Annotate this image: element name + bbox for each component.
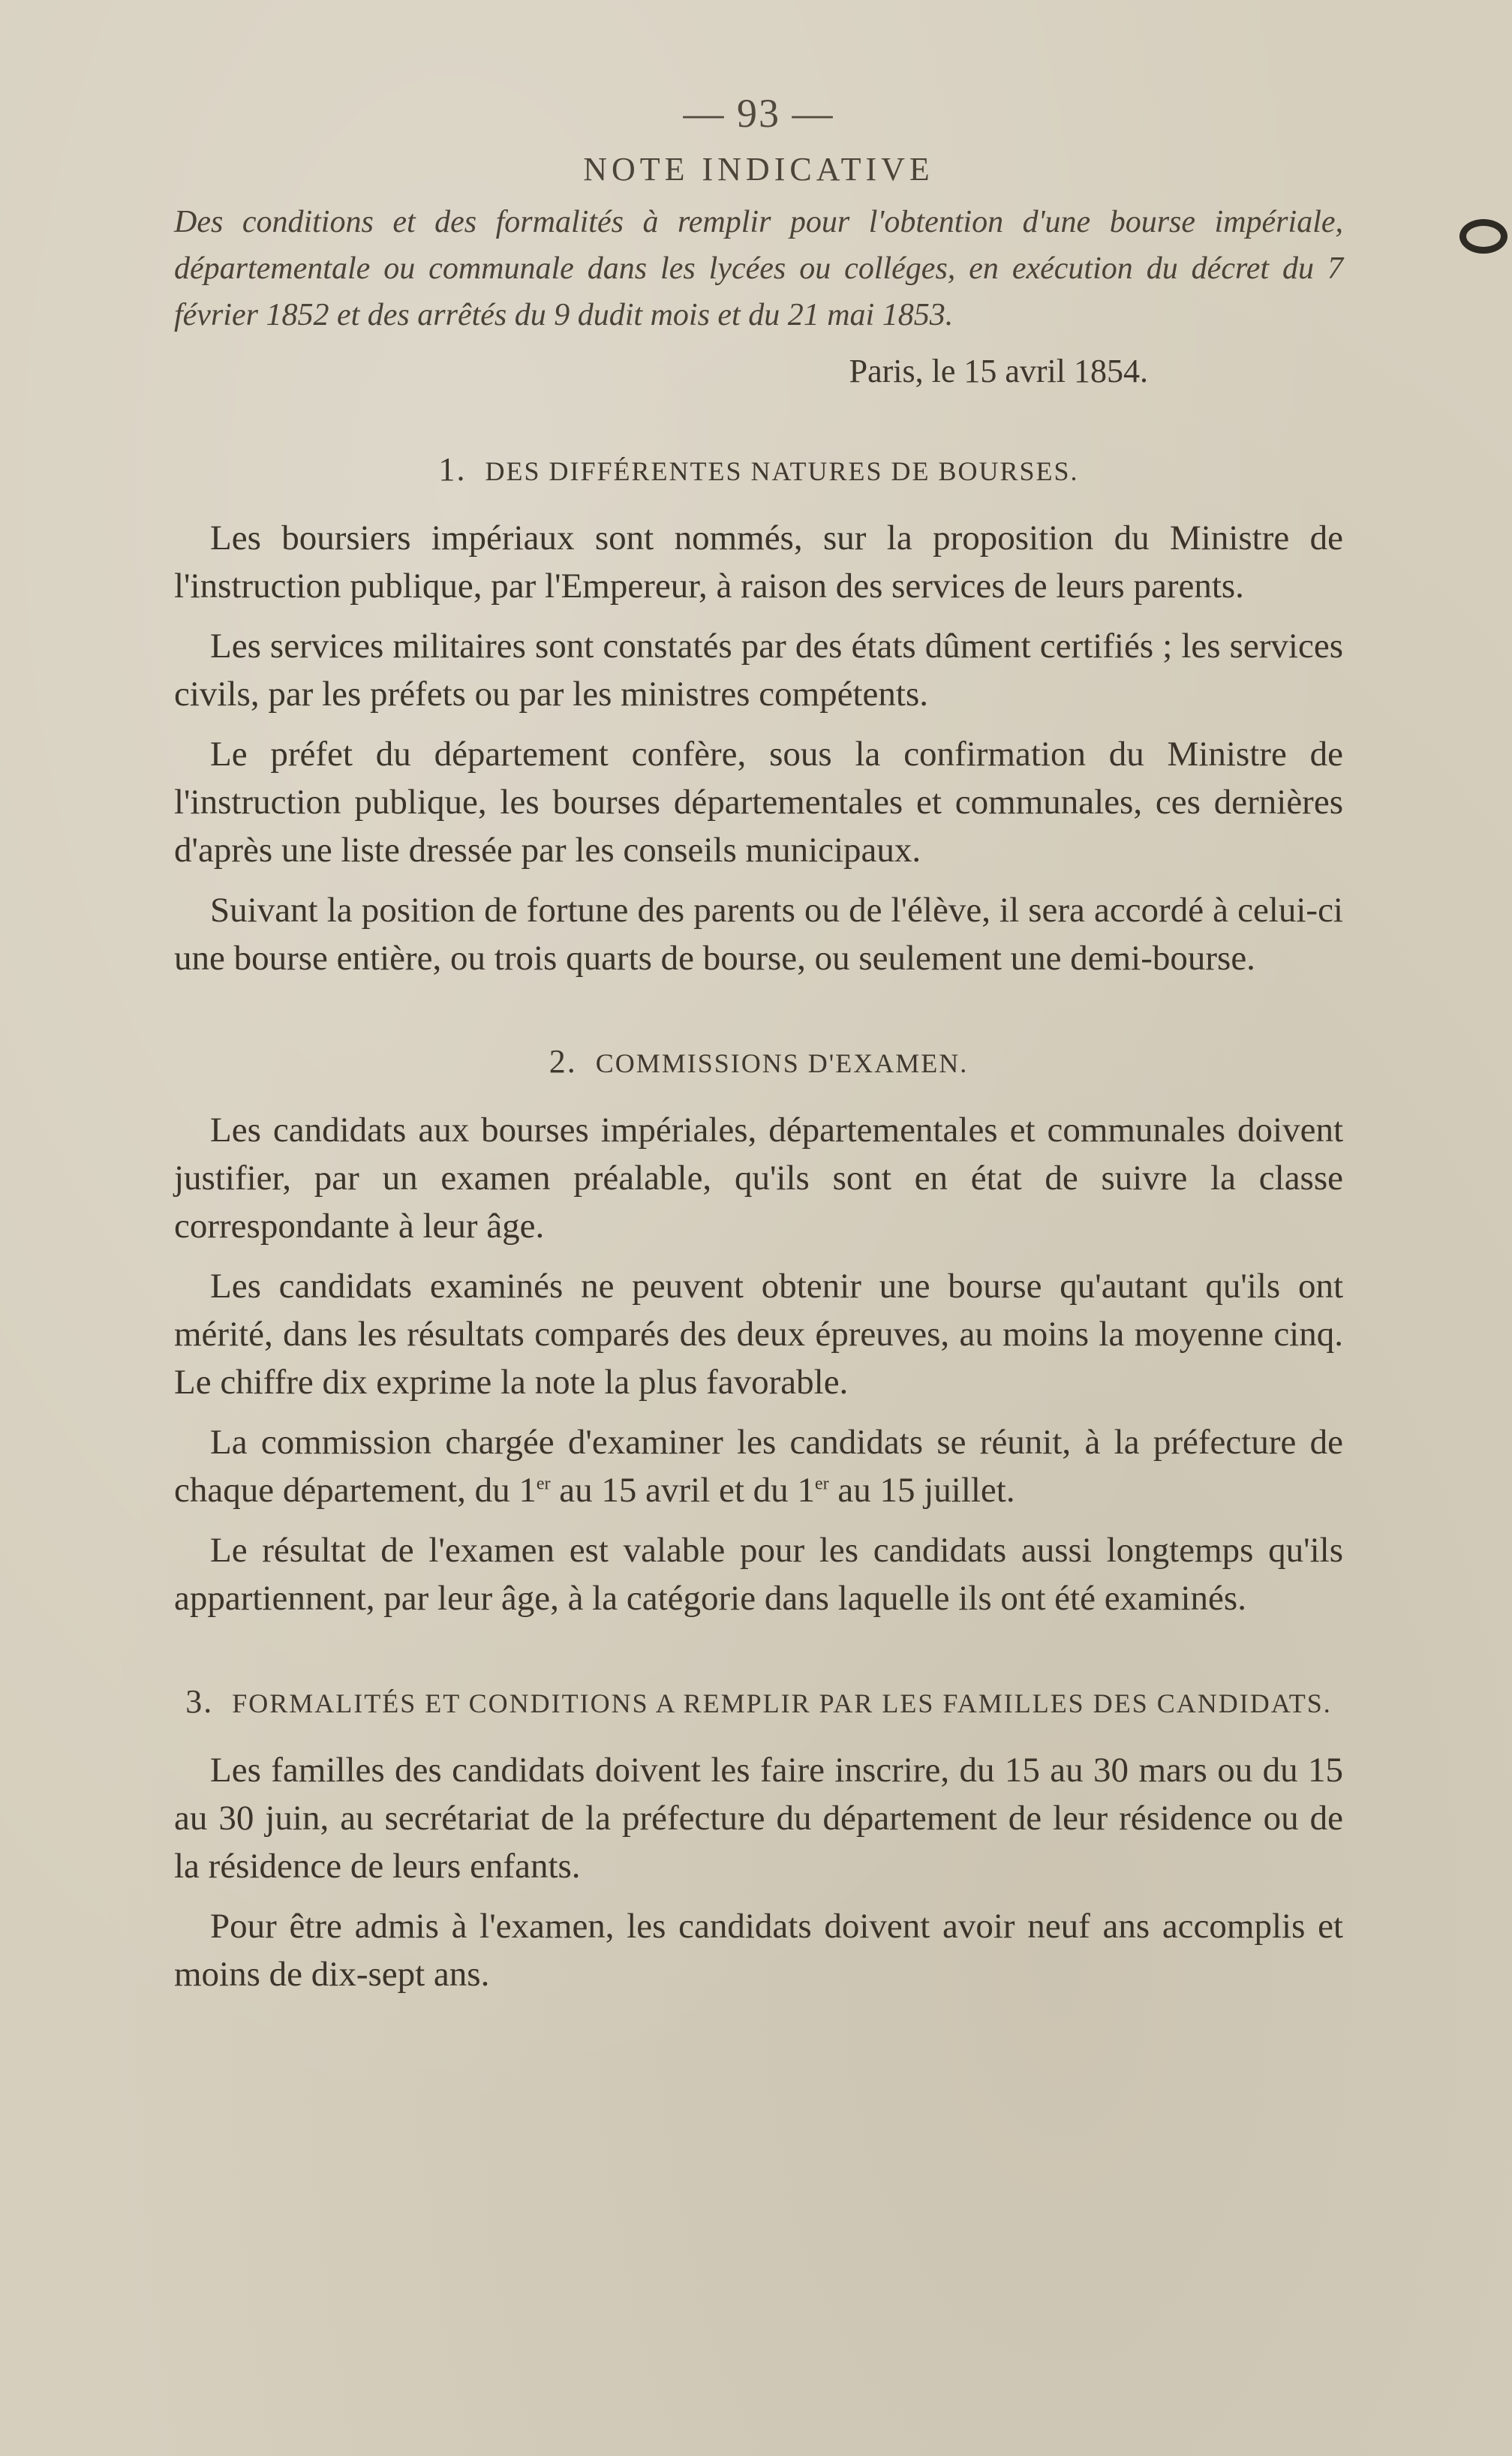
paragraph: Le résultat de l'examen est valable pour les candidats aussi longtemps qu'ils appartiennent, par leur âge, à la catégorie dans laquelle ils ont été examinés. <box>174 1531 1343 1618</box>
paragraph: Les familles des candidats doivent les faire inscrire, du 15 au 30 mars ou du 15 au 30 juin, au secrétariat de la préfecture du département de leur résidence ou de la résidence de leurs enfants. <box>174 1751 1343 1886</box>
paragraph: Pour être admis à l'examen, les candidats doivent avoir neuf ans accomplis et moins de dix-sept ans. <box>174 1907 1343 1994</box>
paragraph: Le préfet du département confère, sous la confirmation du Ministre de l'instruction publique, les bourses départementales et communales, ces dernières d'après une liste dressée par les conseils municipaux. <box>174 735 1343 870</box>
section-heading-1 <box>174 450 1343 488</box>
paragraph: Les services militaires sont constatés par des états dûment certifiés ; les services civils, par les préfets ou par les ministres compétents. <box>174 627 1343 714</box>
paragraph: Suivant la position de fortune des parents ou de l'élève, il sera accordé à celui-ci une bourse entière, ou trois quarts de bourse, ou seulement une demi-bourse. <box>174 891 1343 978</box>
section-heading-2 <box>174 1042 1343 1081</box>
section-number: 3. <box>185 1683 214 1720</box>
paragraph: Les boursiers impériaux sont nommés, sur la proposition du Ministre de l'instruction publique, par l'Empereur, à raison des services de leurs parents. <box>174 519 1343 606</box>
page-subtitle: Des conditions et des formalités à remplir pour l'obtention d'une bourse impériale, départementale ou communale dans les lycées ou colléges, en exécution du décret du 7 février 1852 et des arrêtés du 9 dudit mois et du 21 mai 1853. <box>174 205 1343 332</box>
section-number: 1. <box>438 451 467 488</box>
section-title: COMMISSIONS D'EXAMEN. <box>595 1048 969 1078</box>
page-number: — 93 — <box>683 91 834 136</box>
paragraph: Les candidats examinés ne peuvent obtenir une bourse qu'autant qu'ils ont mérité, dans les résultats comparés des deux épreuves, au moins la moyenne cinq. Le chiffre dix exprime la note la plus favorable. <box>174 1267 1343 1402</box>
section-heading-3 <box>174 1682 1343 1721</box>
page-title: NOTE INDICATIVE <box>583 151 934 188</box>
section-title: DES DIFFÉRENTES NATURES DE BOURSES. <box>485 456 1079 486</box>
paragraph: Les candidats aux bourses impériales, départementales et communales doivent justifier, par un examen préalable, qu'ils sont en état de suivre la classe correspondante à leur âge. <box>174 1111 1343 1246</box>
ink-stain <box>1459 219 1507 254</box>
section-number: 2. <box>549 1043 577 1080</box>
page-content <box>174 90 1343 2010</box>
paragraph: La commission chargée d'examiner les candidats se réunit, à la préfecture de chaque département, du 1er au 15 avril et du 1er au 15 juillet. <box>174 1423 1343 1510</box>
section-title: FORMALITÉS ET CONDITIONS A REMPLIR PAR LES FAMILLES DES CANDIDATS. <box>232 1688 1332 1718</box>
place-date: Paris, le 15 avril 1854. <box>849 353 1148 389</box>
